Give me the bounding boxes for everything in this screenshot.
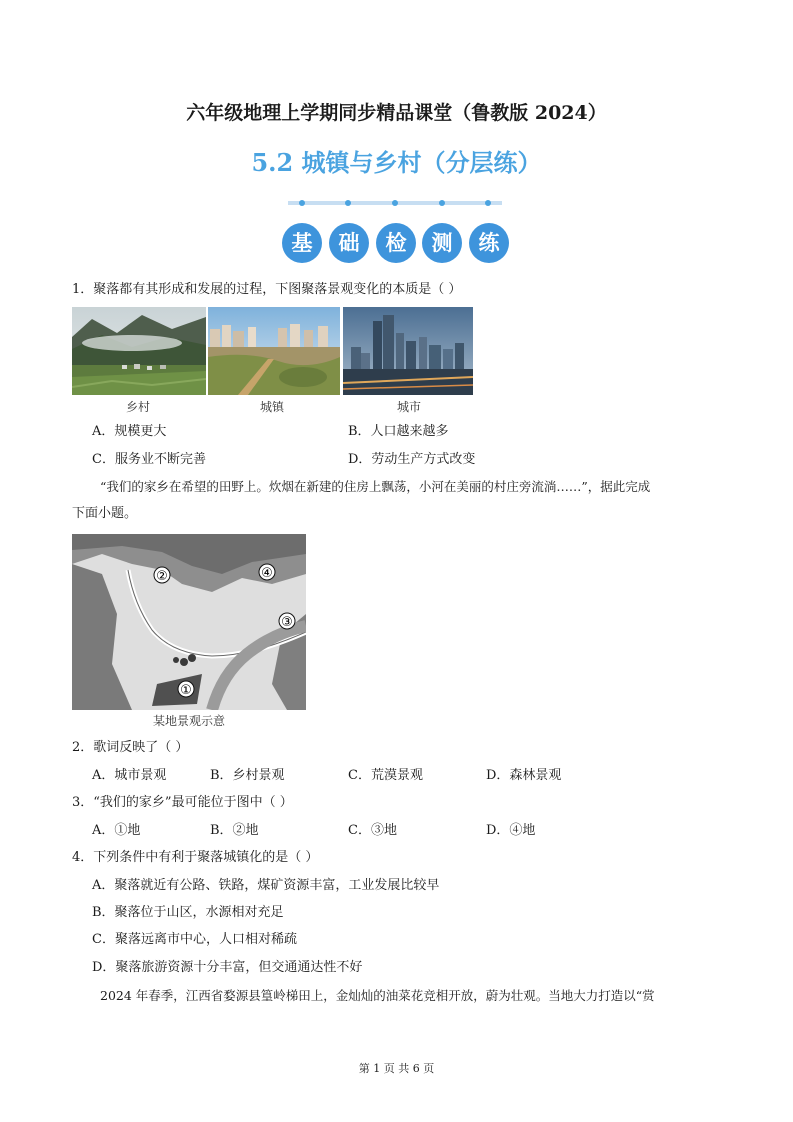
q4-option-a: A．聚落就近有公路、铁路，煤矿资源丰富，工业发展比较早 (92, 878, 440, 893)
section-banner (280, 196, 512, 266)
banner-dot (392, 200, 398, 206)
q1-option-c: C．服务业不断完善 (92, 452, 206, 467)
q2-option-a: A．城市景观 (92, 768, 167, 783)
q3-option-b: B．②地 (210, 823, 259, 838)
q2-option-b: B．乡村景观 (210, 768, 285, 783)
map-marker-3: ③ (281, 615, 293, 630)
banner-char-1: 基 (282, 223, 322, 263)
q1-option-a: A．规模更大 (92, 424, 167, 439)
q2-option-d: D．森林景观 (486, 768, 562, 783)
map-marker-1: ① (180, 683, 192, 698)
question-4-stem: 4．下列条件中有利于聚落城镇化的是（ ） (72, 850, 319, 865)
q4-option-d: D．聚落旅游资源十分丰富，但交通通达性不好 (92, 960, 363, 975)
banner-dot (299, 200, 305, 206)
q3-option-d: D．④地 (486, 823, 536, 838)
banner-char-3: 检 (376, 223, 416, 263)
banner-dot (485, 200, 491, 206)
q1-option-b: B．人口越来越多 (348, 424, 449, 439)
banner-char-5: 练 (469, 223, 509, 263)
banner-dot (345, 200, 351, 206)
page-number: 第 1 页 共 6 页 (358, 1062, 435, 1075)
q1-option-d: D．劳动生产方式改变 (348, 452, 476, 467)
passage-line-2: 下面小题。 (72, 506, 138, 521)
document-subject-title: 六年级地理上学期同步精品课堂（鲁教版 2024） (186, 102, 607, 124)
q4-option-b: B．聚落位于山区，水源相对充足 (92, 905, 284, 920)
map-marker-2: ② (156, 569, 168, 584)
question-1-stem: 1．聚落都有其形成和发展的过程，下图聚落景观变化的本质是（ ） (72, 282, 462, 297)
q2-option-c: C．荒漠景观 (348, 768, 423, 783)
passage-2-line-1: 2024 年春季，江西省婺源县篁岭梯田上，金灿灿的油菜花竞相开放，蔚为壮观。当地大力打造以“赏 (100, 988, 655, 1003)
q3-option-a: A．①地 (92, 823, 141, 838)
banner-char-4: 测 (422, 223, 462, 263)
town-photo (208, 307, 340, 395)
lesson-title: 5.2 城镇与乡村（分层练） (251, 148, 542, 177)
banner-dot (439, 200, 445, 206)
q3-option-c: C．③地 (348, 823, 397, 838)
village-caption: 乡村 (125, 400, 150, 414)
banner-char-2: 础 (329, 223, 369, 263)
question-3-stem: 3．“我们的家乡”最可能位于图中（ ） (72, 795, 293, 810)
city-caption: 城市 (396, 400, 421, 414)
q4-option-c: C．聚落远离市中心，人口相对稀疏 (92, 932, 297, 947)
question-2-stem: 2．歌词反映了（ ） (72, 740, 189, 755)
passage-line-1: “我们的家乡在希望的田野上。炊烟在新建的住房上飘荡，小河在美丽的村庄旁流淌……”，据此完成 (100, 479, 651, 494)
map-marker-4: ④ (261, 566, 273, 581)
landscape-map (72, 534, 306, 710)
town-caption: 城镇 (259, 400, 284, 414)
map-caption: 某地景观示意 (152, 714, 225, 728)
city-photo (343, 307, 473, 395)
village-photo (72, 307, 206, 395)
